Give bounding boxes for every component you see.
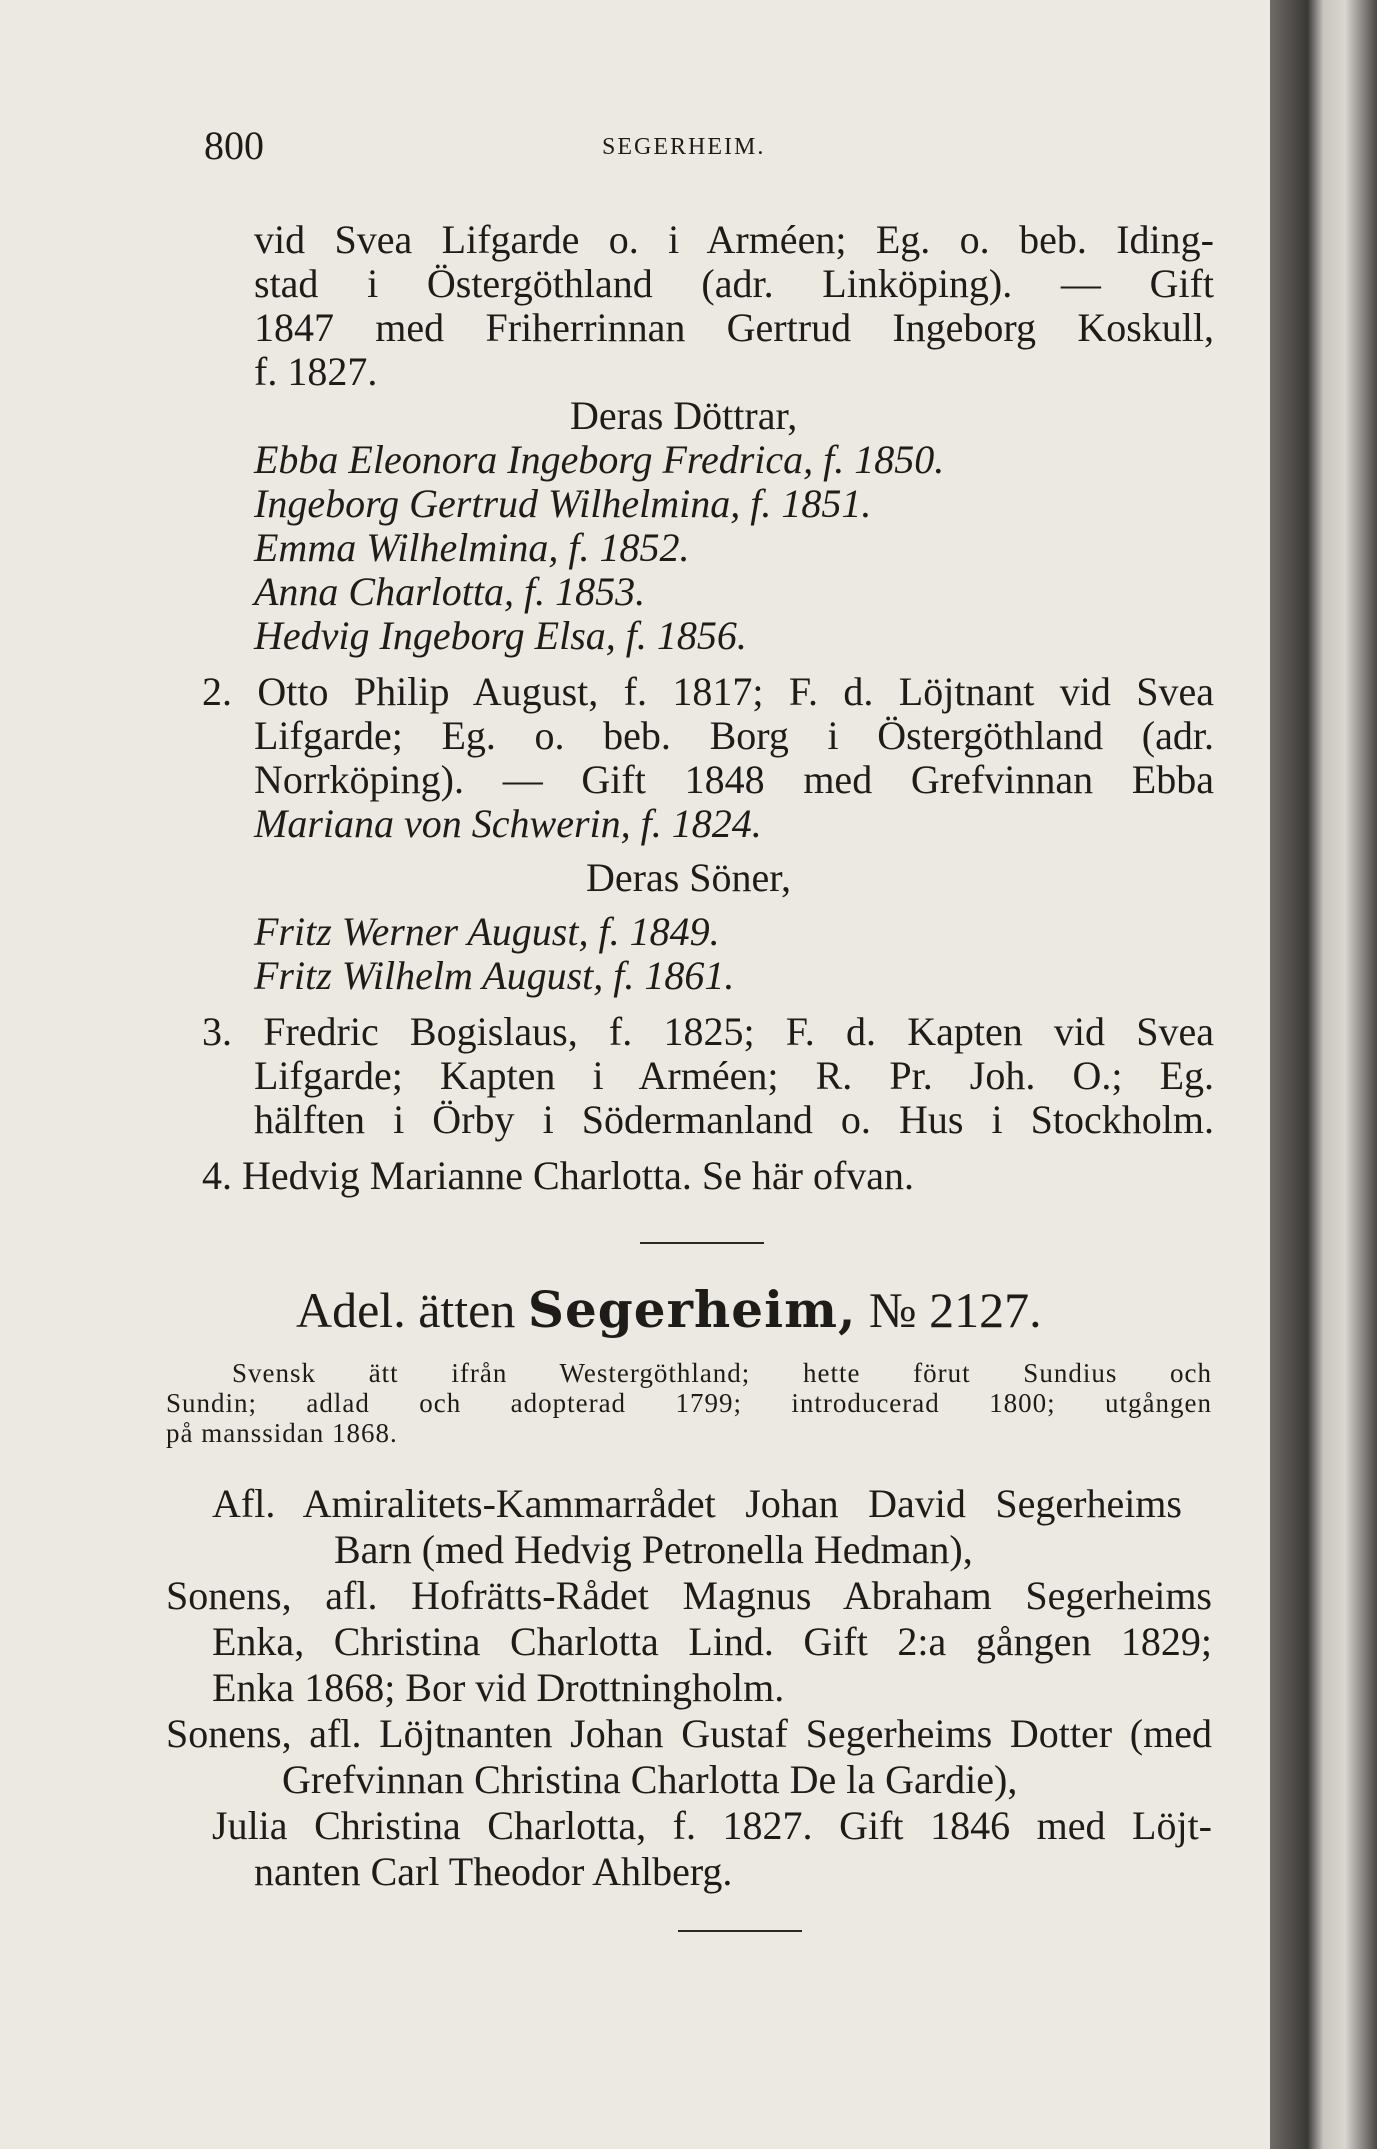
text-line: Sonens, afl. Hofrätts-Rådet Magnus Abraham Segerheims: [166, 1573, 1212, 1618]
heading-prefix: Adel. ätten: [296, 1282, 516, 1338]
text-line: Afl. Amiralitets-Kammarrådet Johan David Segerheims: [212, 1481, 1182, 1526]
page-number: 800: [204, 123, 264, 168]
text-line: vid Svea Lifgarde o. i Arméen; Eg. o. beb. Iding-: [254, 217, 1214, 262]
text-line: hälften i Örby i Södermanland o. Hus i Stockholm.: [254, 1097, 1214, 1142]
name-entry: Ebba Eleonora Ingeborg Fredrica, f. 1850.: [254, 437, 945, 482]
name-entry: Fritz Werner August, f. 1849.: [254, 909, 720, 954]
text-line: Grefvinnan Christina Charlotta De la Gardie),: [282, 1757, 1018, 1802]
separator-rule: [678, 1930, 802, 1932]
heading-family-name: Segerheim,: [527, 1280, 857, 1339]
text-line: Enka 1868; Bor vid Drottningholm.: [212, 1665, 785, 1710]
section-label: Deras Döttrar,: [570, 393, 798, 438]
text-line: 2. Otto Philip August, f. 1817; F. d. Löjtnant vid Svea: [202, 669, 1214, 714]
name-entry: Emma Wilhelmina, f. 1852.: [254, 525, 690, 570]
heading-number: № 2127.: [868, 1282, 1042, 1338]
book-binding-edge: [1270, 0, 1377, 2149]
name-entry: Hedvig Ingeborg Elsa, f. 1856.: [254, 613, 747, 658]
text-line: Lifgarde; Kapten i Arméen; R. Pr. Joh. O.; Eg.: [254, 1053, 1214, 1098]
text-line: Norrköping). — Gift 1848 med Grefvinnan Ebba: [254, 757, 1214, 802]
name-entry: Anna Charlotta, f. 1853.: [254, 569, 646, 614]
text-line: Mariana von Schwerin, f. 1824.: [254, 801, 762, 846]
intro-line: Sundin; adlad och adopterad 1799; introducerad 1800; utgången: [166, 1388, 1212, 1418]
family-heading: [296, 1280, 1042, 1339]
intro-line: Svensk ätt ifrån Westergöthland; hette förut Sundius och: [232, 1358, 1212, 1388]
section-label: Deras Söner,: [586, 855, 791, 900]
name-entry: Fritz Wilhelm August, f. 1861.: [254, 953, 735, 998]
running-title: SEGERHEIM.: [602, 134, 766, 160]
text-line: Lifgarde; Eg. o. beb. Borg i Östergöthland (adr.: [254, 713, 1214, 758]
name-entry: Ingeborg Gertrud Wilhelmina, f. 1851.: [254, 481, 872, 526]
page-header: [0, 122, 1270, 172]
text-line: 1847 med Friherrinnan Gertrud Ingeborg Koskull,: [254, 305, 1214, 350]
text-line: 3. Fredric Bogislaus, f. 1825; F. d. Kapten vid Svea: [202, 1009, 1214, 1054]
separator-rule: [640, 1242, 764, 1244]
text-line: 4. Hedvig Marianne Charlotta. Se här ofvan.: [202, 1153, 915, 1198]
text-line: stad i Östergöthland (adr. Linköping). — Gift: [254, 261, 1214, 306]
text-line: Barn (med Hedvig Petronella Hedman),: [334, 1527, 973, 1572]
text-line: nanten Carl Theodor Ahlberg.: [254, 1849, 733, 1894]
text-line: Enka, Christina Charlotta Lind. Gift 2:a gången 1829;: [212, 1619, 1212, 1664]
intro-line: på manssidan 1868.: [166, 1418, 398, 1448]
text-line: Julia Christina Charlotta, f. 1827. Gift 1846 med Löjt-: [212, 1803, 1212, 1848]
text-line: f. 1827.: [254, 349, 378, 394]
text-line: Sonens, afl. Löjtnanten Johan Gustaf Segerheims Dotter (med: [166, 1711, 1212, 1756]
